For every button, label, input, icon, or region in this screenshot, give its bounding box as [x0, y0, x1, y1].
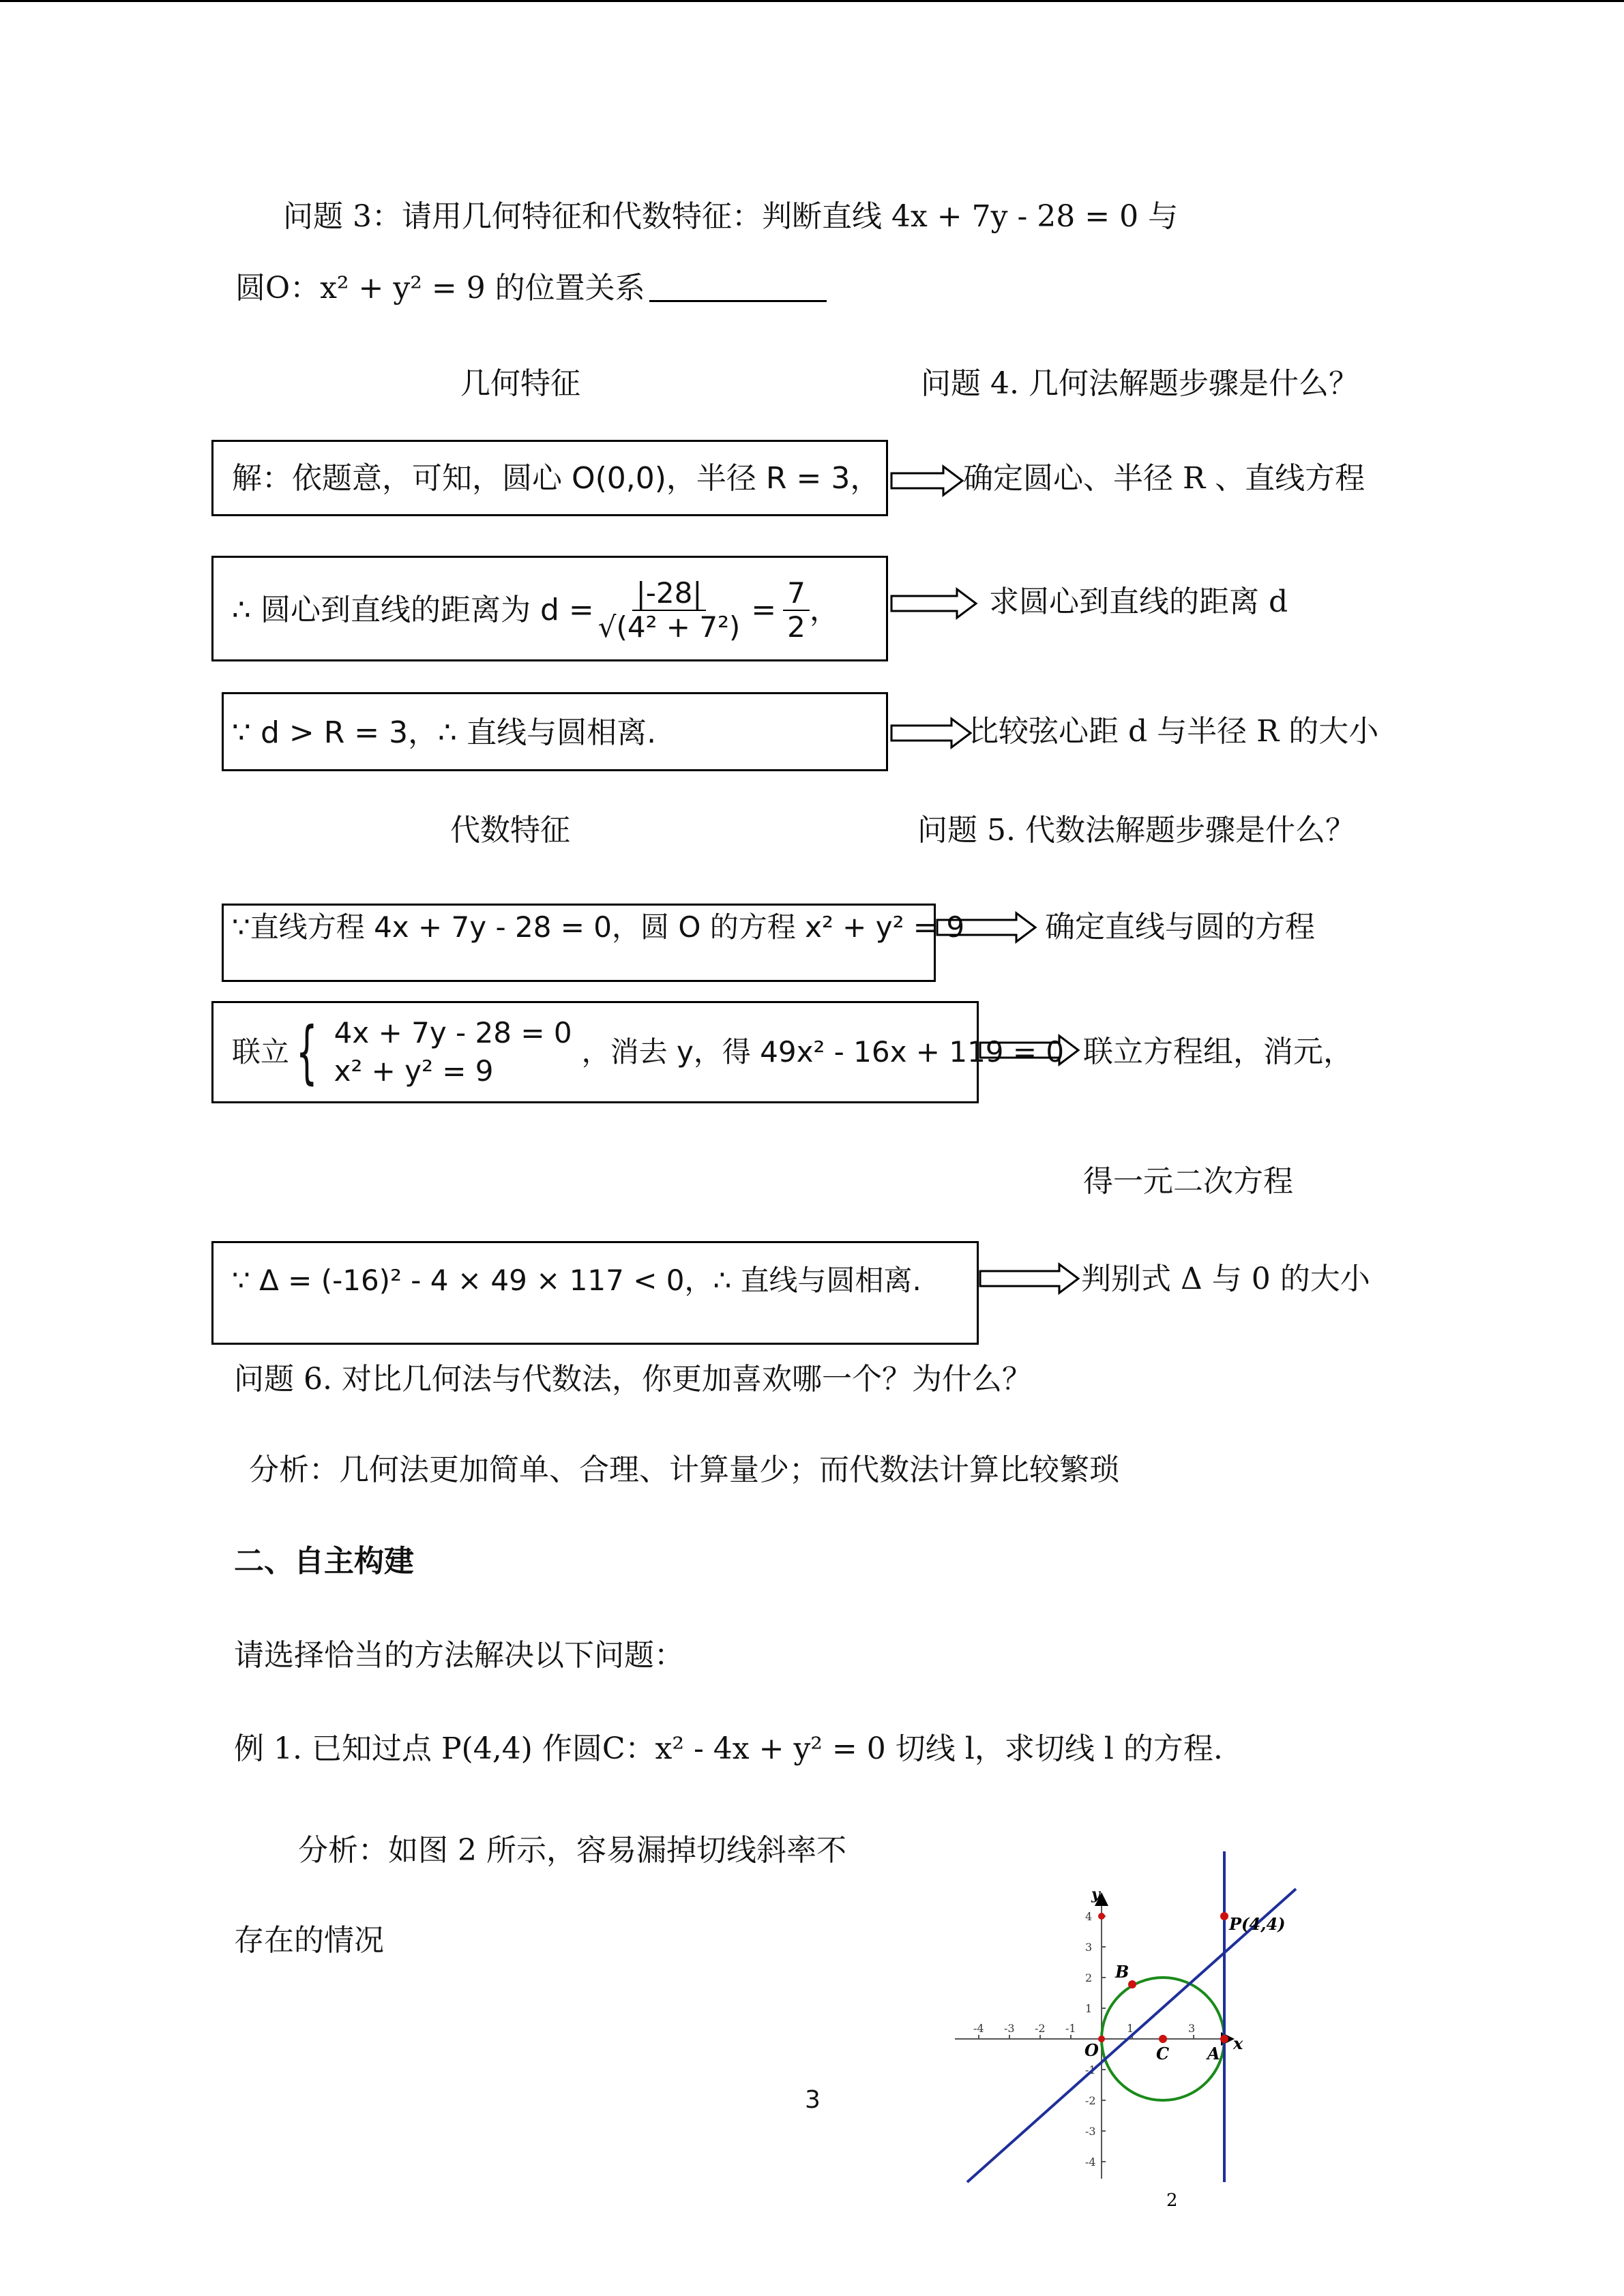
- example-analysis-line2: 存在的情况: [234, 1923, 384, 1958]
- arrow-3: [890, 716, 972, 750]
- analysis-text: 分析：几何法更加简单、合理、计算量少；而代数法计算比较繁琐: [249, 1452, 1119, 1487]
- label-y: y: [1091, 1885, 1100, 1903]
- label-b: B: [1115, 1962, 1130, 1982]
- arrow-5: [979, 1033, 1081, 1067]
- result-numerator: 7: [783, 577, 810, 611]
- y-tick-label: -2: [1085, 2094, 1096, 2107]
- geometry-step-2-label: 求圆心到直线的距离 d: [989, 584, 1288, 619]
- tangent-figure: [955, 1841, 1310, 2223]
- distance-numerator: |-28|: [632, 577, 707, 611]
- x-tick-label: 3: [1188, 2022, 1196, 2035]
- label-p: P(4,4): [1229, 1914, 1286, 1934]
- distance-fraction: [594, 577, 745, 644]
- x-tick-label: -1: [1065, 2022, 1076, 2035]
- system-prefix: 联立: [232, 1035, 290, 1069]
- point-p: [1220, 1912, 1228, 1920]
- point-c: [1159, 2035, 1167, 2043]
- y-tick-label: -1: [1085, 2063, 1096, 2076]
- x-tick-label: -2: [1035, 2022, 1046, 2035]
- y-tick-label: 4: [1085, 1910, 1093, 1923]
- result-denominator: 2: [787, 610, 806, 644]
- label-x: x: [1233, 2033, 1243, 2053]
- arrow-4: [936, 910, 1038, 944]
- answer-blank: [649, 273, 827, 302]
- system-suffix: ，消去 y，得 49x² - 16x + 119 = 0: [581, 1035, 1065, 1069]
- label-c: C: [1156, 2044, 1170, 2063]
- geometry-heading: 几何特征: [460, 366, 580, 401]
- top-border: [0, 0, 1624, 2]
- question-6: 问题 6. 对比几何法与代数法，你更加喜欢哪一个？为什么？: [234, 1362, 1032, 1397]
- question-3-line1: 问题 3：请用几何特征和代数特征：判断直线 4x + 7y - 28 = 0 与: [283, 199, 1179, 234]
- algebra-heading: 代数特征: [450, 813, 570, 848]
- geometry-step-1-label: 确定圆心、半径 R 、直线方程: [963, 461, 1365, 496]
- distance-suffix: ，: [809, 593, 840, 627]
- page-number: 3: [805, 2086, 821, 2114]
- x-tick-label: -4: [973, 2022, 984, 2035]
- point-a: [1220, 2035, 1228, 2043]
- algebra-step-1-label: 确定直线与圆的方程: [1045, 910, 1315, 944]
- x-tick-label: -3: [1004, 2022, 1015, 2035]
- example-analysis-line1: 分析：如图 2 所示，容易漏掉切线斜率不: [298, 1833, 846, 1868]
- label-a: A: [1207, 2044, 1220, 2063]
- distance-prefix: ∴ 圆心到直线的距离为 d =: [232, 593, 594, 627]
- system-equation-1: 4x + 7y - 28 = 0: [334, 1016, 572, 1049]
- algebra-step-box-2-content: [232, 1008, 1064, 1097]
- geometry-step-box-2-content: [232, 566, 840, 655]
- question-4-heading: 问题 4. 几何法解题步骤是什么？: [921, 366, 1359, 401]
- point-o: [1098, 2036, 1105, 2042]
- system-equation-2: x² + y² = 9: [334, 1054, 494, 1088]
- y-tick-label: 1: [1085, 2002, 1093, 2015]
- arrow-2: [890, 586, 979, 621]
- geometry-step-box-3-text: ∵ d > R = 3，∴ 直线与圆相离.: [232, 715, 657, 750]
- geometry-step-3-label: 比较弦心距 d 与半径 R 的大小: [969, 714, 1379, 749]
- question-3-text: 圆O：x² + y² = 9 的位置关系: [235, 271, 645, 305]
- point-y4: [1098, 1913, 1105, 1920]
- algebra-step-box-3-text: ∵ Δ = (-16)² - 4 × 49 × 117 < 0，∴ 直线与圆相离.: [232, 1264, 921, 1297]
- point-b: [1128, 1980, 1136, 1988]
- distance-denominator: √(4² + 7²): [597, 610, 741, 644]
- algebra-step-2-label-b: 得一元二次方程: [1083, 1164, 1293, 1199]
- geometry-step-box-1-text: 解：依题意，可知，圆心 O(0,0)，半径 R = 3，: [232, 461, 881, 496]
- question-5-heading: 问题 5. 代数法解题步骤是什么？: [917, 813, 1355, 848]
- arrow-6: [979, 1262, 1081, 1296]
- prompt-text: 请选择恰当的方法解决以下问题：: [234, 1638, 684, 1673]
- example-1: 例 1. 已知过点 P(4,4) 作圆C：x² - 4x + y² = 0 切线 l，求切线 l 的方程.: [234, 1731, 1223, 1766]
- question-3-line2: [235, 269, 827, 308]
- figure-caption: 2: [1166, 2190, 1178, 2211]
- y-tick-label: 2: [1085, 1971, 1093, 1984]
- y-tick-label: -3: [1085, 2125, 1096, 2138]
- system-brace: {: [295, 1012, 318, 1092]
- label-o: O: [1084, 2040, 1099, 2060]
- y-tick-label: 3: [1085, 1941, 1093, 1954]
- distance-equals: =: [751, 593, 777, 627]
- algebra-step-box-1-text: ∵直线方程 4x + 7y - 28 = 0，圆 O 的方程 x² + y² = 9: [232, 910, 965, 944]
- x-tick-marks: [973, 2022, 1224, 2039]
- algebra-step-3-label: 判别式 Δ 与 0 的大小: [1081, 1262, 1370, 1296]
- x-tick-label: 1: [1127, 2022, 1134, 2035]
- algebra-step-2-label: 联立方程组，消元，: [1083, 1034, 1353, 1069]
- equation-system: [334, 1014, 572, 1090]
- distance-result-fraction: [783, 577, 810, 644]
- section-heading: 二、自主构建: [234, 1544, 414, 1579]
- arrow-1: [890, 464, 965, 498]
- y-tick-label: -4: [1085, 2156, 1096, 2168]
